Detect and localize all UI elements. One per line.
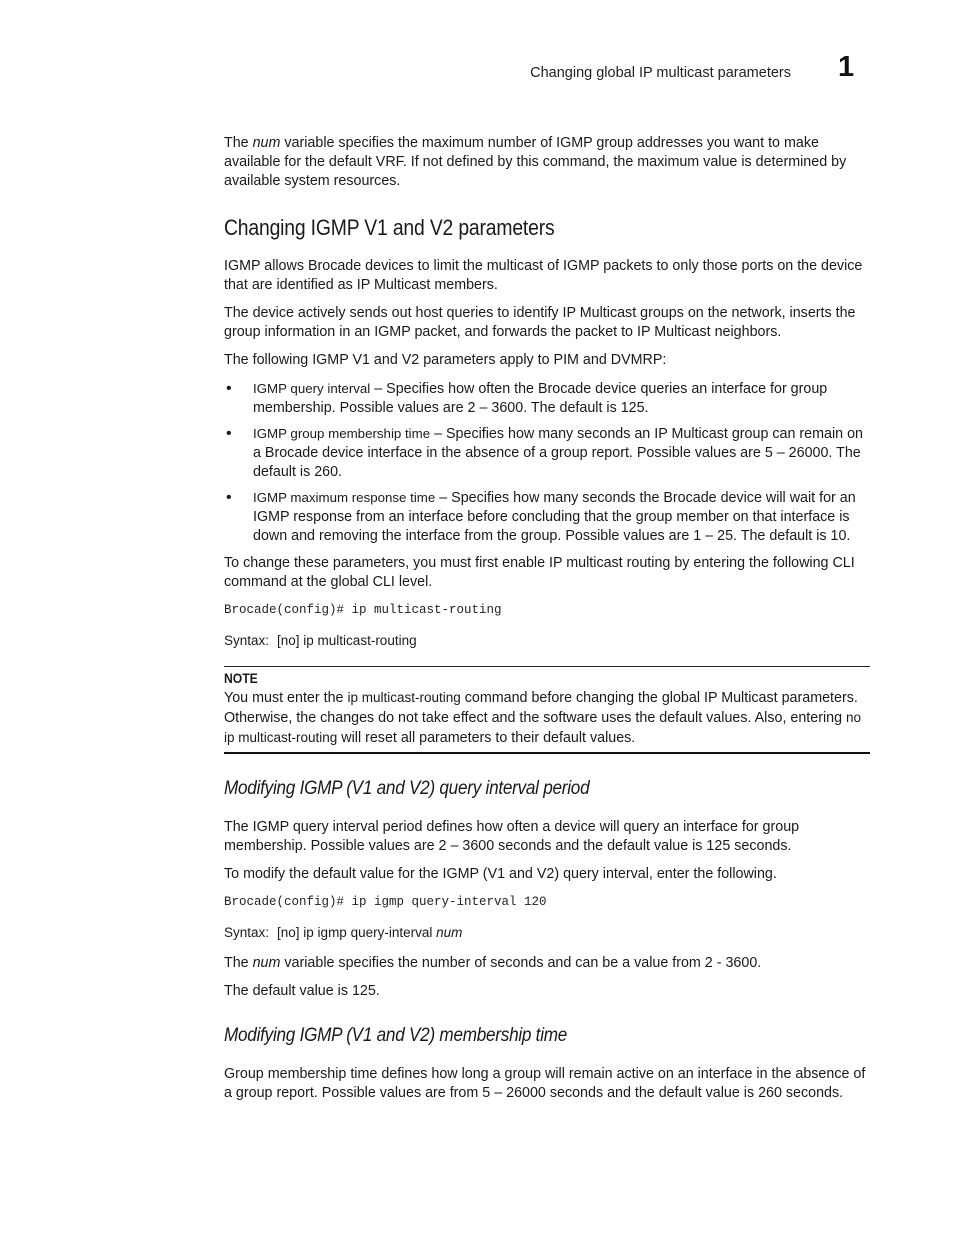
list-item [224, 424, 870, 482]
syntax-label: Syntax: [224, 633, 270, 648]
variable-text: num [252, 955, 281, 971]
list-text: – Specifies how often the Brocade device queries an interface for group membership. Possible values are 2 – 3600. The default is 125. [253, 381, 828, 416]
subsection-heading-query-interval: Modifying IGMP (V1 and V2) query interval period [224, 777, 590, 799]
subsection-heading-membership-time: Modifying IGMP (V1 and V2) membership time [224, 1024, 568, 1046]
paragraph: IGMP allows Brocade devices to limit the multicast of IGMP packets to only those ports on the device that are identified as IP Multicast members. [224, 258, 863, 293]
list-text: – Specifies how many seconds the Brocade device will wait for an IGMP response from an interface before concluding that the group member on that interface is down and removing the interface from the group. Possible values are 1 – 25. The default is 10. [253, 490, 856, 544]
paragraph: Group membership time defines how long a group will remain active on an interface in the absence of a group report. Possible values are from 5 – 26000 seconds and the default value is 260 seconds. [224, 1066, 866, 1101]
paragraph: To change these parameters, you must first enable IP multicast routing by entering the following CLI command at the global CLI level. [224, 555, 855, 590]
bullet-icon: • [226, 489, 232, 506]
bullet-icon: • [226, 380, 232, 397]
bullet-icon: • [226, 425, 232, 442]
text-run: variable specifies the number of seconds and can be a value from 2 - 3600. [280, 955, 762, 971]
command-text: no ip multicast-routing [224, 710, 862, 745]
paragraph [224, 954, 870, 973]
paragraph: The following IGMP V1 and V2 parameters apply to PIM and DVMRP: [224, 352, 667, 368]
list-text: – Specifies how many seconds an IP Multicast group can remain on a Brocade device interface in the absence of a group report. Possible values are 5 – 26000. The default is 260. [253, 426, 863, 480]
list-term: IGMP group membership time [253, 426, 431, 441]
intro-paragraph [224, 134, 870, 191]
section-heading-igmp-params: Changing IGMP V1 and V2 parameters [224, 215, 555, 240]
command-text: ip multicast-routing [347, 690, 461, 705]
chapter-number: 1 [838, 51, 855, 83]
cli-example: Brocade(config)# ip igmp query-interval 120 [224, 895, 547, 909]
syntax-command: [no] ip multicast-routing [277, 633, 417, 648]
list-term: IGMP query interval [253, 381, 371, 396]
list-term: IGMP maximum response time [253, 490, 436, 505]
note-label: NOTE [224, 671, 258, 686]
text-run: The [224, 955, 253, 971]
syntax-label: Syntax: [224, 925, 270, 940]
syntax-line [224, 923, 870, 942]
text-run: The [224, 135, 253, 151]
note-text [224, 688, 870, 748]
running-header-title: Changing global IP multicast parameters [530, 65, 791, 81]
text-run: variable specifies the maximum number of IGMP group addresses you want to make available for the default VRF. If not defined by this command, the maximum value is determined by available system resources. [224, 135, 847, 189]
text-run: You must enter the [224, 690, 348, 706]
cli-example: Brocade(config)# ip multicast-routing [224, 603, 502, 617]
variable-text: num [436, 925, 463, 940]
paragraph: To modify the default value for the IGMP (V1 and V2) query interval, enter the following. [224, 866, 777, 882]
variable-text: num [252, 135, 281, 151]
syntax-command: [no] ip igmp query-interval [277, 925, 437, 940]
parameter-list [224, 379, 870, 546]
syntax-line [224, 631, 870, 650]
list-item [224, 379, 870, 418]
note-box [224, 666, 870, 754]
paragraph: The device actively sends out host queries to identify IP Multicast groups on the network, inserts the group information in an IGMP packet, and forwards the packet to IP Multicast neighbors. [224, 305, 856, 340]
text-run: command before changing the global IP Multicast parameters. Otherwise, the changes do not take effect and the software uses the default values. Also, entering [224, 690, 858, 726]
paragraph: The default value is 125. [224, 983, 380, 999]
paragraph: The IGMP query interval period defines how often a device will query an interface for group membership. Possible values are 2 – 3600 seconds and the default value is 125 seconds. [224, 819, 800, 854]
text-run: will reset all parameters to their default values. [337, 730, 636, 746]
page-content [224, 134, 870, 1112]
list-item [224, 488, 870, 546]
